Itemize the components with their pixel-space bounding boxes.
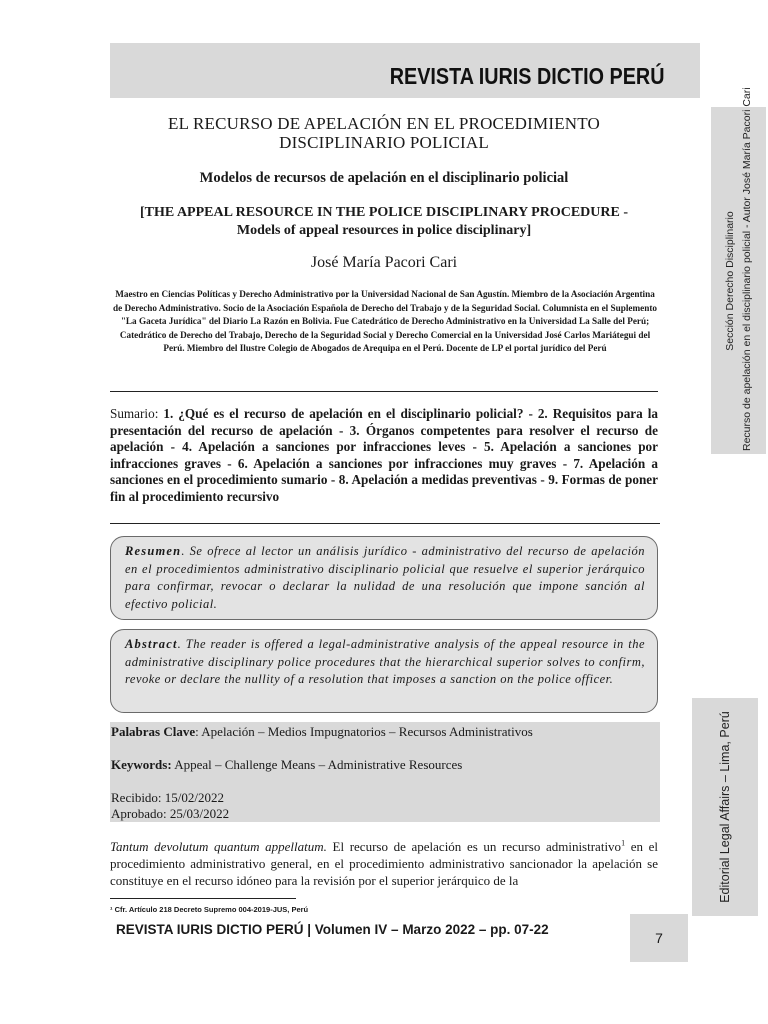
author-bio: Maestro en Ciencias Políticas y Derecho Administrativo por la Universidad Nacional de San Agustín. Miembro de la Asociación Argentina de Derecho Administrativo. Socio de la Asociación Española de Derecho del Trabajo y de la Seguridad Social. Columnista en el Suplemento "La Gaceta Jurídica" del Diario La Razón en Bolivia. Fue Catedrático de Derecho Administrativo en la Universidad La Salle del Perú; Catedrático de Derecho del Trabajo, Derecho de la Seguridad Social y Derecho Comercial en la Universidad José Carlos Mariátegui del Perú. Miembro del Ilustre Colegio de Abogados de Arequipa en el Perú. Docente de LP el portal jurídico del Perú bbox=[113, 289, 657, 353]
page-number-box bbox=[630, 914, 688, 962]
keywords-label: Keywords: bbox=[111, 757, 172, 772]
abstract-label: Abstract bbox=[125, 637, 178, 651]
resumen-box bbox=[110, 536, 658, 620]
side-tab-article-line: Recurso de apelación en el disciplinario policial - Autor José María Pacori Cari bbox=[740, 86, 753, 451]
recibido-date: Recibido: 15/02/2022 bbox=[111, 790, 225, 805]
resumen-text: . Se ofrece al lector un análisis jurídico - administrativo del recurso de apelación en el procedimientos administrativo disciplinario policial que resuelve el superior jerárquico para confirmar, revocar o declarar la nulidad de una resolución que impone sanción al efectivo policial. bbox=[125, 544, 645, 611]
journal-title: REVISTA IURIS DICTIO PERÚ bbox=[389, 63, 664, 89]
aprobado-date: Aprobado: 25/03/2022 bbox=[111, 806, 230, 821]
body-paragraph bbox=[110, 838, 658, 889]
palabras-clave-line bbox=[111, 724, 533, 740]
latin-lead: Tantum devolutum quantum appellatum. bbox=[110, 839, 327, 854]
keywords-block bbox=[110, 722, 660, 822]
abstract-box bbox=[110, 629, 658, 713]
footnote-divider bbox=[110, 898, 296, 899]
sumario-text: 1. ¿Qué es el recurso de apelación en el disciplinario policial? - 2. Requisitos para la presentación del recurso de apelación - 3. Órganos competentes para resolver el recurso de apelación - 4. Apelación a sanciones por infracciones leves - 5. Apelación a sanciones por infracciones graves - 6. Apelación a sanciones por infracciones muy graves - 7. Apelación a sanciones en el procedimiento sumario - 8. Apelación a medidas preventivas - 9. Formas de poner fin al procedimiento recursivo bbox=[110, 406, 659, 504]
english-title-line-2: Models of appeal resources in police disciplinary] bbox=[236, 223, 532, 238]
side-tab-section bbox=[711, 86, 766, 454]
author-name: José María Pacori Cari bbox=[310, 254, 458, 271]
article-title-line-2: DISCIPLINARIO POLICIAL bbox=[279, 133, 489, 152]
footnote-marker[interactable]: 1 bbox=[621, 838, 626, 848]
abstract-text: . The reader is offered a legal-administrative analysis of the appeal resource in the administrative disciplinary police procedures that the hierarchical superior solves to confirm, revoke or declare the nullity of a resolution that imposes a sanction on the police officer. bbox=[125, 637, 645, 686]
palabras-clave-text: : Apelación – Medios Impugnatorios – Recursos Administrativos bbox=[195, 724, 533, 739]
sumario bbox=[110, 406, 658, 505]
divider-top bbox=[110, 391, 658, 392]
resumen-label: Resumen bbox=[125, 544, 182, 558]
side-tab-section-line: Sección Derecho Disciplinario bbox=[723, 210, 736, 351]
editorial-label: Editorial Legal Affairs – Lima, Perú bbox=[718, 711, 732, 903]
footer-citation: REVISTA IURIS DICTIO PERÚ | Volumen IV – Marzo 2022 – pp. 07-22 bbox=[116, 922, 549, 937]
side-tab-editorial bbox=[692, 698, 758, 916]
keywords-line bbox=[111, 757, 462, 773]
journal-header-bar bbox=[110, 43, 700, 98]
article-title-line-1: EL RECURSO DE APELACIÓN EN EL PROCEDIMIENTO bbox=[167, 114, 601, 133]
article-subtitle: Modelos de recursos de apelación en el disciplinario policial bbox=[199, 170, 569, 186]
english-title bbox=[110, 204, 658, 240]
divider-bottom bbox=[110, 523, 660, 524]
page-number: 7 bbox=[655, 930, 663, 946]
palabras-clave-label: Palabras Clave bbox=[111, 724, 196, 739]
english-title-line-1: [THE APPEAL RESOURCE IN THE POLICE DISCIPLINARY PROCEDURE - bbox=[139, 205, 629, 220]
article-title bbox=[120, 114, 648, 152]
sumario-label: Sumario: bbox=[110, 406, 159, 421]
footnote: ¹ Cfr. Artículo 218 Decreto Supremo 004-2019-JUS, Perú bbox=[110, 905, 309, 914]
body-text-start: El recurso de apelación es un recurso administrativo bbox=[326, 839, 622, 854]
body-text-rest: en el procedimiento administrativo general, en el procedimiento administrativo sancionador la apelación se constituye en el recurso idóneo para la revisión por el superior jerárquico de la bbox=[110, 839, 658, 888]
keywords-text: Appeal – Challenge Means – Administrative Resources bbox=[171, 757, 463, 772]
